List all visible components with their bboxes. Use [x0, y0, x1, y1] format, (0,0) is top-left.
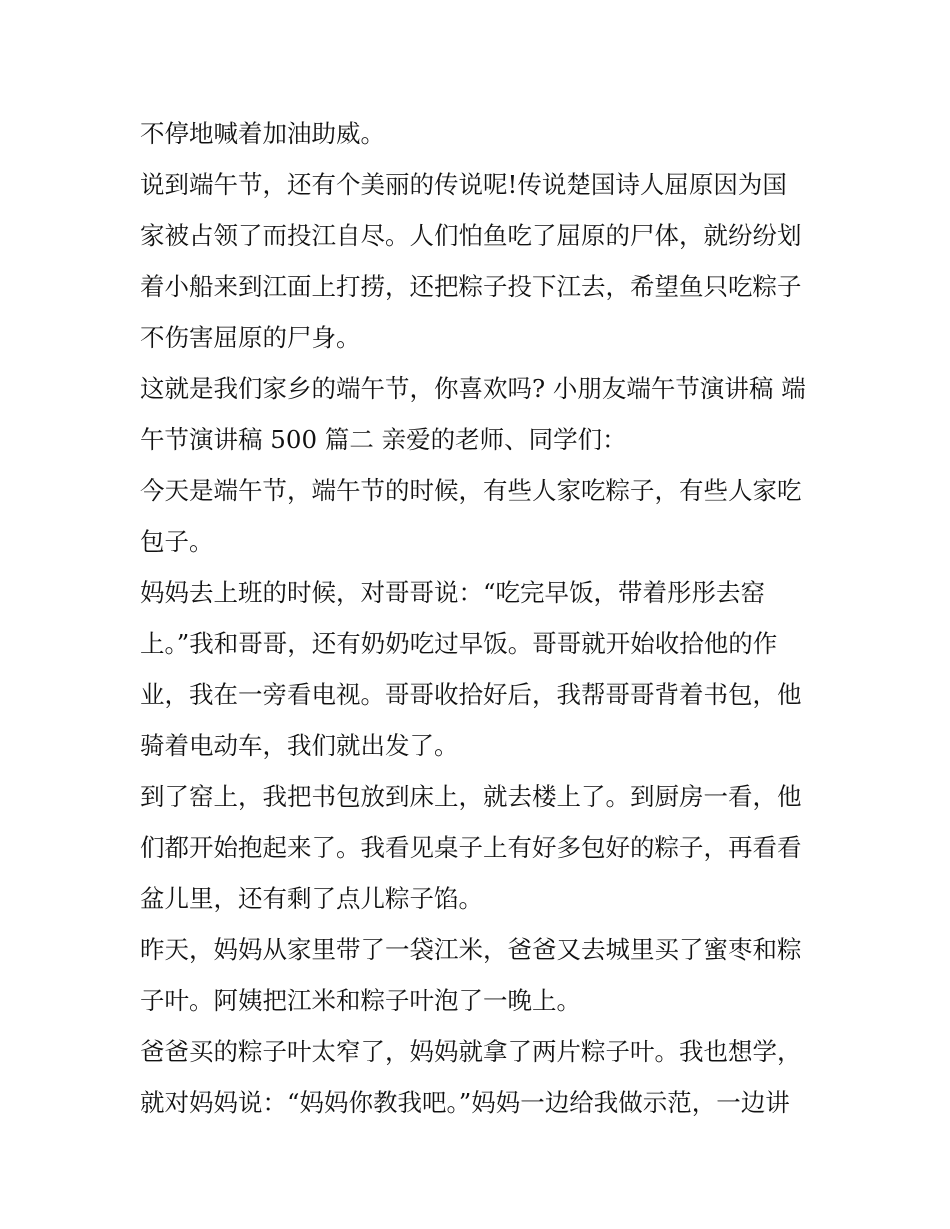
text-line: 不伤害屈原的尸身。 — [140, 323, 361, 352]
text-line: 今天是端午节，端午节的时候，有些人家吃粽子，有些人家吃 — [140, 476, 802, 505]
text-line: 妈妈去上班的时候，对哥哥说：“吃完早饭，带着彤彤去窑 — [140, 578, 766, 607]
text-line: 不停地喊着加油助威。 — [140, 119, 385, 148]
text-line: 午节演讲稿 500 篇二 亲爱的老师、同学们： — [140, 425, 627, 454]
text-line: 这就是我们家乡的端午节，你喜欢吗? 小朋友端午节演讲稿 端 — [140, 374, 806, 403]
text-line: 就对妈妈说：“妈妈你教我吧。”妈妈一边给我做示范，一边讲 — [140, 1088, 790, 1117]
text-line: 家被占领了而投江自尽。人们怕鱼吃了屈原的尸体，就纷纷划 — [140, 221, 802, 250]
text-line: 昨天，妈妈从家里带了一袋江米，爸爸又去城里买了蜜枣和粽 — [140, 935, 802, 964]
text-line: 盆儿里，还有剩了点儿粽子馅。 — [140, 884, 483, 913]
text-line: 业，我在一旁看电视。哥哥收拾好后，我帮哥哥背着书包，他 — [140, 680, 802, 709]
text-line: 们都开始抱起来了。我看见桌子上有好多包好的粽子，再看看 — [140, 833, 802, 862]
text-line: 爸爸买的粽子叶太窄了，妈妈就拿了两片粽子叶。我也想学， — [140, 1037, 802, 1066]
text-line: 上。”我和哥哥，还有奶奶吃过早饭。哥哥就开始收拾他的作 — [140, 629, 778, 658]
text-line: 着小船来到江面上打捞，还把粽子投下江去，希望鱼只吃粽子 — [140, 272, 802, 301]
text-line: 包子。 — [140, 527, 214, 556]
text-line: 到了窑上，我把书包放到床上，就去楼上了。到厨房一看，他 — [140, 782, 802, 811]
document-body — [140, 108, 820, 1128]
text-line: 子叶。阿姨把江米和粽子叶泡了一晚上。 — [140, 986, 581, 1015]
text-line: 骑着电动车，我们就出发了。 — [140, 731, 459, 760]
text-line: 说到端午节，还有个美丽的传说呢!传说楚国诗人屈原因为国 — [140, 170, 787, 199]
